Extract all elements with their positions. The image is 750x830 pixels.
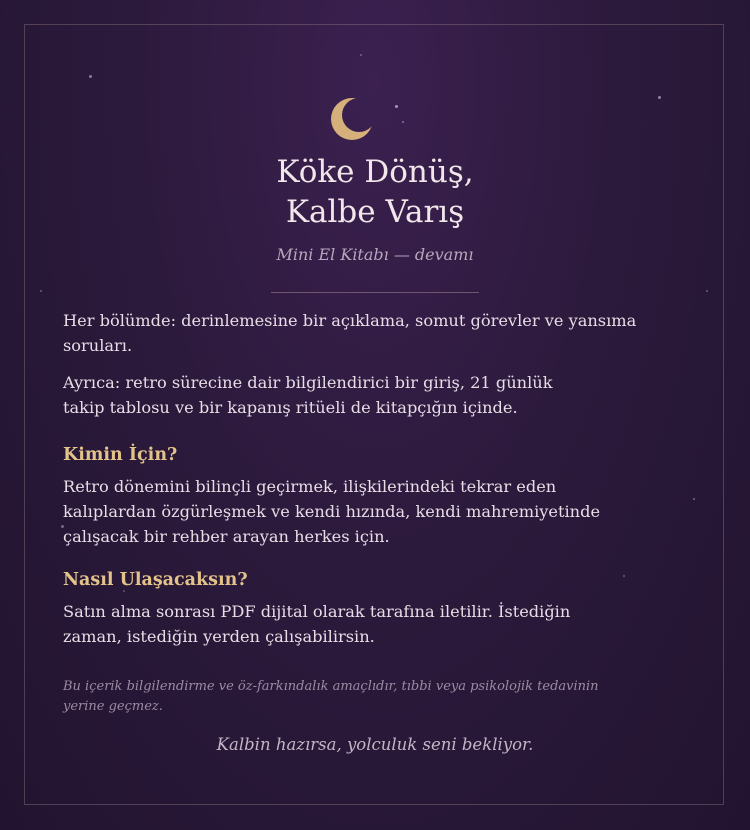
main-content: [63, 308, 683, 717]
star: [402, 121, 404, 123]
page-subtitle: Mini El Kitabı — devamı: [276, 245, 474, 264]
star: [40, 290, 42, 292]
star: [360, 54, 362, 56]
section-heading-delivery: Nasıl Ulaşacaksın?: [63, 570, 248, 590]
page-title-line-2: Kalbe Varış: [285, 194, 465, 230]
page-title-line-1: Köke Dönüş,: [276, 154, 474, 190]
star: [693, 498, 695, 500]
divider: [271, 292, 479, 293]
section-body-delivery: Satın alma sonrası PDF dijital olarak tarafına iletilir. İstediğin zaman, istediğin yerden çalışabilirsin.: [63, 602, 571, 646]
star: [658, 96, 661, 99]
section-body-who: Retro dönemini bilinçli geçirmek, ilişkilerindeki tekrar eden kalıplardan özgürleşmek ve kendi hızında, kendi mahremiyetinde çalışacak bir rehber arayan herkes için.: [63, 477, 601, 546]
intro-paragraph-1: Her bölümde: derinlemesine bir açıklama, somut görevler ve yansıma soruları.: [63, 311, 637, 355]
intro-paragraph-2: Ayrıca: retro sürecine dair bilgilendirici bir giriş, 21 günlük takip tablosu ve bir kapanış ritüeli de kitapçığın içinde.: [63, 373, 553, 417]
closing-line: Kalbin hazırsa, yolculuk seni bekliyor.: [216, 735, 534, 754]
section-heading-who: Kimin İçin?: [63, 445, 178, 465]
crescent-moon-icon: [330, 97, 374, 141]
star: [395, 105, 398, 108]
disclaimer: Bu içerik bilgilendirme ve öz-farkındalık amaçlıdır, tıbbi veya psikolojik tedavinin yerine geçmez.: [63, 679, 599, 714]
star: [706, 290, 708, 292]
page-title: [0, 152, 750, 232]
star: [89, 75, 92, 78]
